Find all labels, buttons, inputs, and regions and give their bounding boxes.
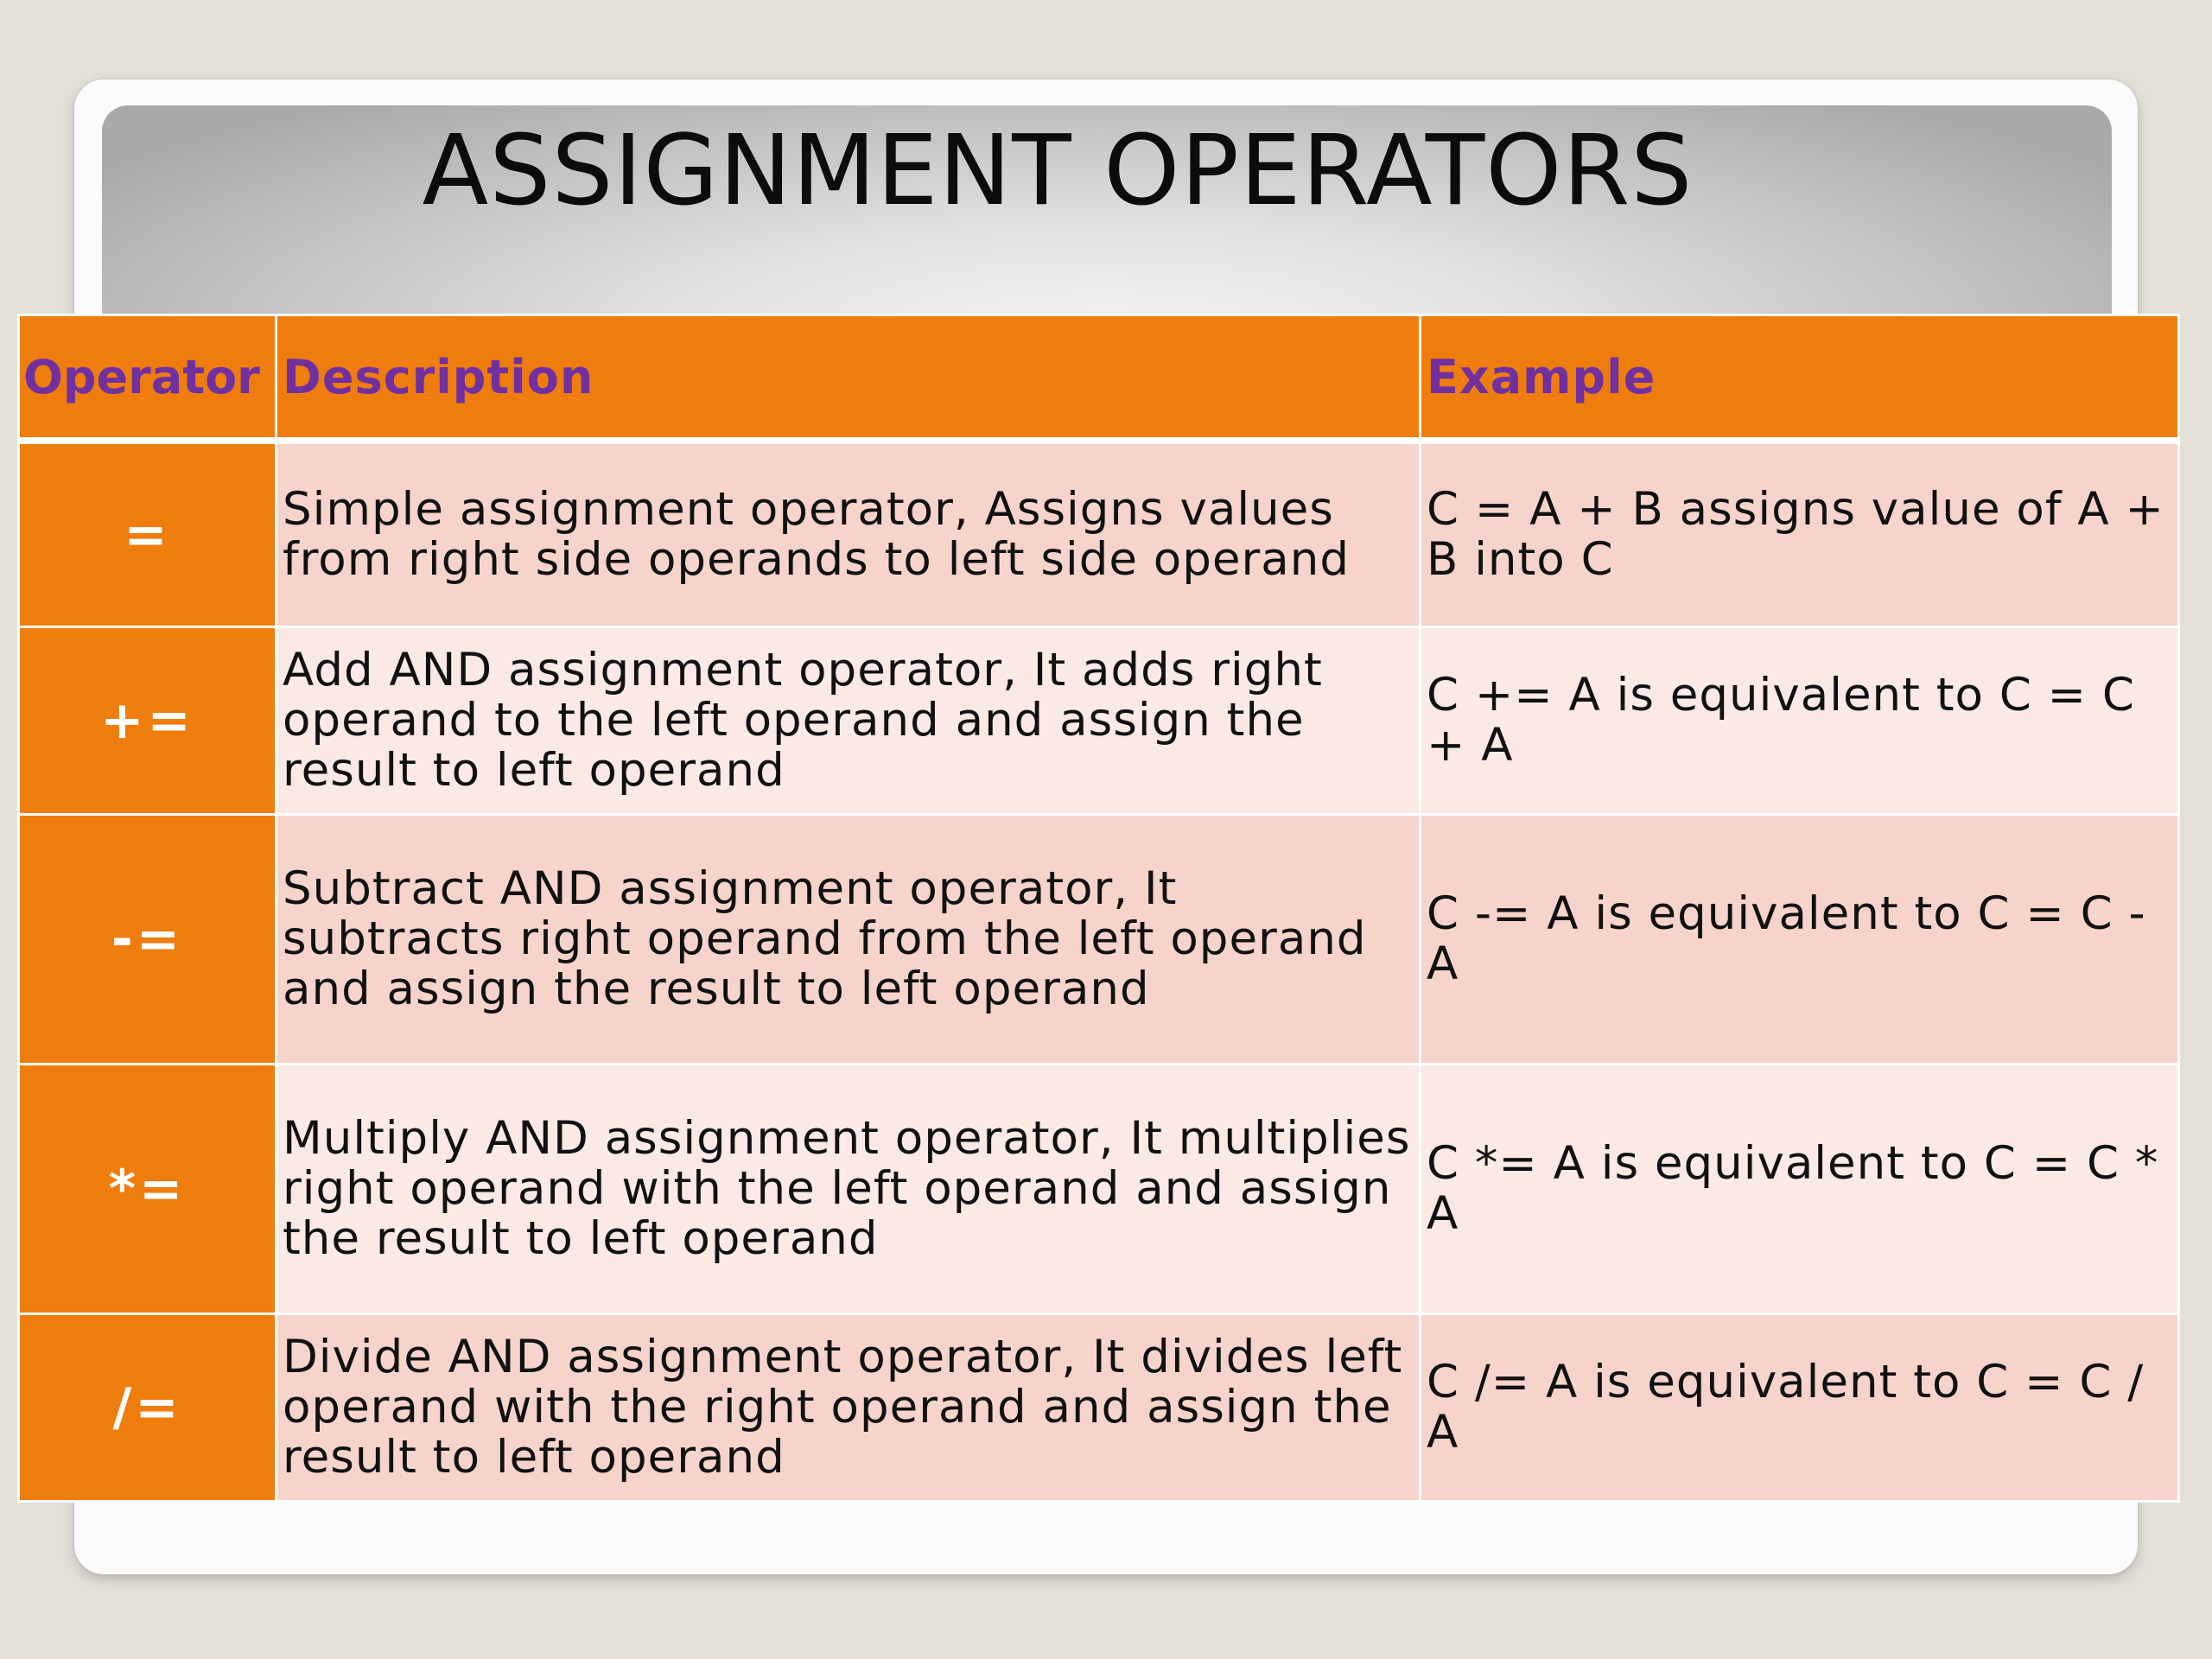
- example-cell: C *= A is equivalent to C = C * A: [1421, 1065, 2179, 1314]
- column-header-description: Description: [276, 315, 1421, 442]
- column-header-example: Example: [1421, 315, 2179, 442]
- example-cell: C -= A is equivalent to C = C - A: [1421, 815, 2179, 1065]
- description-cell: Add AND assignment operator, It adds right operand to the left operand and assign the result to left operand: [276, 627, 1421, 815]
- table-row: [19, 441, 2179, 627]
- operator-cell: +=: [19, 627, 276, 815]
- column-header-operator: Operator: [19, 315, 276, 442]
- example-cell: C = A + B assigns value of A + B into C: [1421, 441, 2179, 627]
- operator-cell: =: [19, 441, 276, 627]
- table-row: [19, 1065, 2179, 1314]
- description-cell: Multiply AND assignment operator, It multiplies right operand with the left operand and assign the result to left operand: [276, 1065, 1421, 1314]
- description-cell: Simple assignment operator, Assigns values from right side operands to left side operand: [276, 441, 1421, 627]
- example-cell: C += A is equivalent to C = C + A: [1421, 627, 2179, 815]
- description-cell: Subtract AND assignment operator, It subtracts right operand from the left operand and assign the result to left operand: [276, 815, 1421, 1065]
- operator-cell: *=: [19, 1065, 276, 1314]
- table-row: [19, 1314, 2179, 1502]
- operator-cell: -=: [19, 815, 276, 1065]
- table-row: [19, 627, 2179, 815]
- example-cell: C /= A is equivalent to C = C / A: [1421, 1314, 2179, 1502]
- table-header-row: [19, 315, 2179, 442]
- operator-cell: /=: [19, 1314, 276, 1502]
- operators-table: [17, 314, 2180, 1503]
- table-row: [19, 815, 2179, 1065]
- description-cell: Divide AND assignment operator, It divides left operand with the right operand and assign the result to left operand: [276, 1314, 1421, 1502]
- slide-title: ASSIGNMENT OPERATORS: [422, 115, 1694, 227]
